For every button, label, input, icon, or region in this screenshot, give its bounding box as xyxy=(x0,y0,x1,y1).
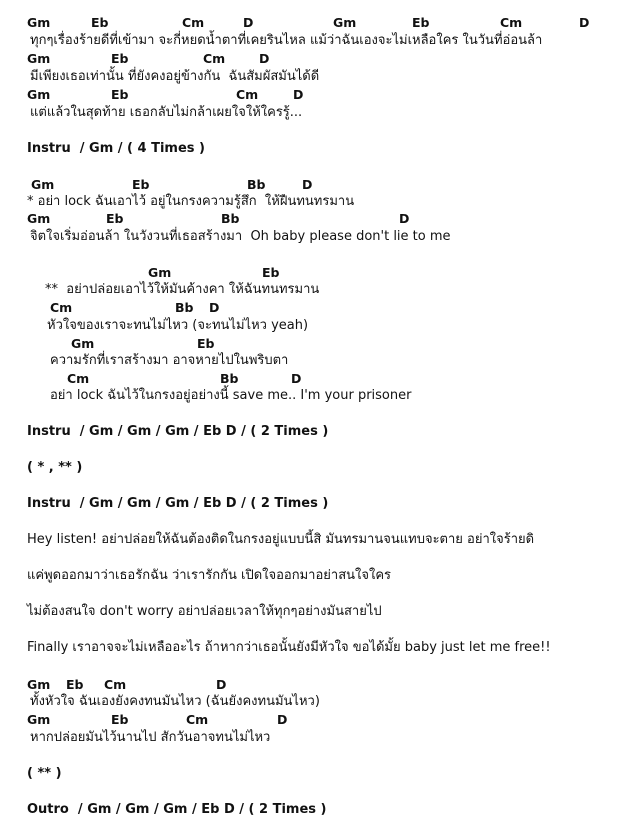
chord-label: Bb xyxy=(247,177,266,192)
lyric-line: * อย่า lock ฉันเอาไว้ อยู่ในกรงความรู้สึก ให้ฝืนทนทรมาน xyxy=(27,194,355,209)
chord-label: D xyxy=(399,211,410,226)
chord-label: D xyxy=(216,677,227,692)
lyric-line: ทั้งหัวใจ ฉันเองยังคงทนมันไหว (ฉันยังคงทนมันไหว) xyxy=(30,694,320,709)
lyric-line: แค่พูดออกมาว่าเธอรักฉัน ว่าเรารักกัน เปิดใจออกมาอย่าสนใจใคร xyxy=(27,568,392,583)
chord-label: Eb xyxy=(91,15,109,30)
chord-label: Cm xyxy=(500,15,523,30)
chord-label: D xyxy=(293,87,304,102)
section-line: Instru / Gm / ( 4 Times ) xyxy=(27,141,205,156)
chord-label: D xyxy=(259,51,270,66)
chord-label: Bb xyxy=(221,211,240,226)
chord-label: Eb xyxy=(262,265,280,280)
lyric-line: Finally เราอาจจะไม่เหลืออะไร ถ้าหากว่าเธอนั้นยังมีหัวใจ ขอได้มั้ย baby just let me free!! xyxy=(27,640,551,655)
lyric-line: ความรักที่เราสร้างมา อาจหายไปในพริบตา xyxy=(50,353,289,368)
chord-label: D xyxy=(243,15,254,30)
chord-label: Eb xyxy=(197,336,215,351)
chord-label: D xyxy=(291,371,302,386)
chord-label: D xyxy=(209,300,220,315)
lyric-line: ทุกๆเรื่องร้ายดีที่เข้ามา จะกี่หยดน้ำตาที่เคยรินไหล แม้ว่าฉันเองจะไม่เหลือใคร ในวันที่อ่อนล้า xyxy=(30,33,543,48)
lyric-line: อย่า lock ฉันไว้ในกรงอยู่อย่างนี้ save me.. I'm your prisoner xyxy=(50,388,412,403)
chord-label: Cm xyxy=(236,87,259,102)
chord-label: Gm xyxy=(27,51,51,66)
lyric-line: หัวใจของเราจะทนไม่ไหว (จะทนไม่ไหว yeah) xyxy=(47,318,309,333)
chord-label: Eb xyxy=(106,211,124,226)
chord-label: Gm xyxy=(27,87,51,102)
lyric-line: แต่แล้วในสุดท้าย เธอกลับไม่กล้าเผยใจให้ใครรู้... xyxy=(30,105,303,120)
lyric-line: หากปล่อยมันไว้นานไป สักวันอาจทนไม่ไหว xyxy=(30,730,271,745)
lyric-line: ไม่ต้องสนใจ don't worry อย่าปล่อยเวลาให้ทุกๆอย่างมันสายไป xyxy=(27,604,382,619)
chord-label: Cm xyxy=(50,300,73,315)
chord-label: Cm xyxy=(182,15,205,30)
section-line: ( * , ** ) xyxy=(27,460,83,475)
chord-label: Cm xyxy=(186,712,209,727)
chord-label: Bb xyxy=(220,371,239,386)
section-line: Instru / Gm / Gm / Gm / Eb D / ( 2 Times ) xyxy=(27,424,329,439)
chord-label: Bb xyxy=(175,300,194,315)
chord-label: Cm xyxy=(67,371,90,386)
section-line: Instru / Gm / Gm / Gm / Eb D / ( 2 Times ) xyxy=(27,496,329,511)
section-line: Outro / Gm / Gm / Gm / Eb D / ( 2 Times ) xyxy=(27,802,327,817)
chord-label: Gm xyxy=(31,177,55,192)
chord-label: Eb xyxy=(111,712,129,727)
chord-label: Gm xyxy=(27,712,51,727)
chord-label: Gm xyxy=(71,336,95,351)
lyric-line: ** อย่าปล่อยเอาไว้ให้มันค้างคา ให้ฉันทนทรมาน xyxy=(45,282,320,297)
section-line: ( ** ) xyxy=(27,766,62,781)
chord-label: Gm xyxy=(27,677,51,692)
chord-label: Eb xyxy=(132,177,150,192)
chord-label: Gm xyxy=(333,15,357,30)
chord-label: Eb xyxy=(111,51,129,66)
chord-label: D xyxy=(302,177,313,192)
chord-label: Eb xyxy=(412,15,430,30)
chord-label: Cm xyxy=(203,51,226,66)
chord-label: Eb xyxy=(111,87,129,102)
chord-label: Cm xyxy=(104,677,127,692)
chord-label: D xyxy=(579,15,590,30)
lyric-line: Hey listen! อย่าปล่อยให้ฉันต้องติดในกรงอยู่แบบนี้สิ มันทรมานจนแทบจะตาย อย่าใจร้ายดิ xyxy=(27,532,535,547)
chord-label: Gm xyxy=(27,15,51,30)
chord-label: Gm xyxy=(27,211,51,226)
chord-label: Gm xyxy=(148,265,172,280)
chord-label: D xyxy=(277,712,288,727)
lyric-line: จิตใจเริ่มอ่อนล้า ในวังวนที่เธอสร้างมา Oh baby please don't lie to me xyxy=(30,229,451,244)
chord-label: Eb xyxy=(66,677,84,692)
lyric-line: มีเพียงเธอเท่านั้น ที่ยังคงอยู่ข้างกัน ฉันสัมผัสมันได้ดี xyxy=(30,69,320,84)
